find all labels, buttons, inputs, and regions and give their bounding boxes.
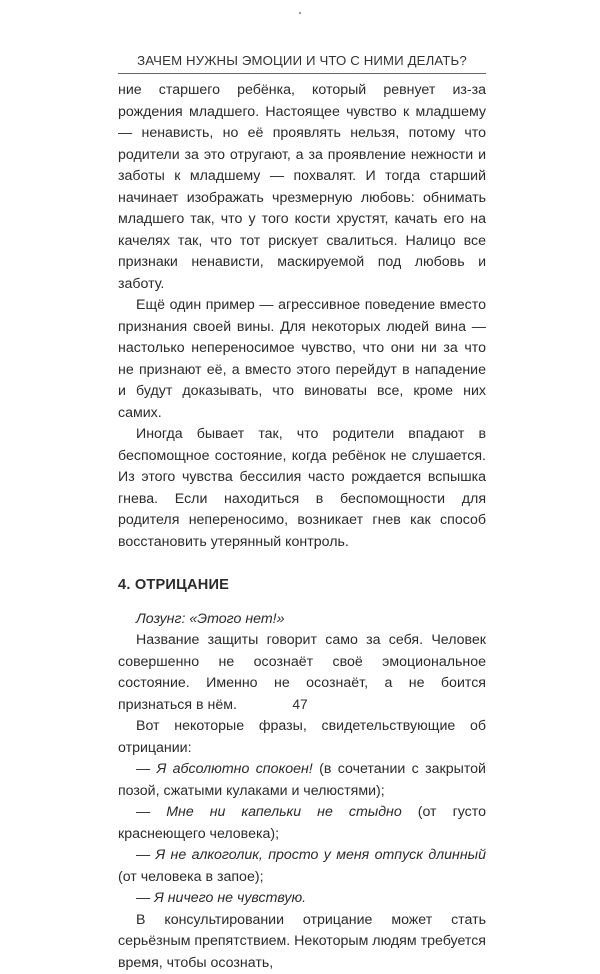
example-item — [118, 759, 486, 802]
example-comment: (от густо краснеющего человека); — [118, 804, 486, 842]
paragraph-5: Вот некоторые фразы, свидетельствующие об отрицании: — [118, 716, 486, 759]
example-dash: — — [136, 761, 157, 777]
paragraph-3: Иногда бывает так, что родители впадают в беспомощное состояние, когда ребёнок не слушается. Из этого чувства бессилия часто рождается вспышка гнева. Если находиться в беспомощности для родителя непереносимо, возникает гнев как способ восстановить утерянный контроль. — [118, 424, 486, 553]
example-dash: — — [136, 847, 156, 863]
page-number: 47 — [0, 697, 600, 712]
paragraph-4: Название защиты говорит само за себя. Человек совершенно не осознаёт своё эмоциональное состояние. Именно не осознаёт, а не боится признаться в нём. — [118, 630, 486, 716]
paragraph-2: Ещё один пример — агрессивное поведение вместо признания своей вины. Для некоторых людей вина — настолько непереносимое чувство, что они ни за что не признают её, а вместо этого перейдут в нападение и будут доказывать, что виноваты все, кроме них самих. — [118, 295, 486, 424]
paragraph-1: ние старшего ребёнка, который ревнует из-за рождения младшего. Настоящее чувство к младшему — ненависть, но её проявлять нельзя, потому что родители за это отругают, а за проявление нежности и заботы к младшему — похвалят. И тогда старший начинает изображать чрезмерную любовь: обнимать младшего так, что у того кости хрустят, качать его на качелях так, что тот рискует свалиться. Налицо все признаки ненависти, маскируемой под любовь и заботу. — [118, 80, 486, 295]
example-phrase: Я абсолютно спокоен! — [157, 761, 313, 777]
running-header: ЗАЧЕМ НУЖНЫ ЭМОЦИИ И ЧТО С НИМИ ДЕЛАТЬ? — [118, 53, 486, 68]
example-item — [118, 888, 486, 910]
example-comment: (в сочетании с закрытой позой, сжатыми кулаками и челюстями); — [118, 761, 486, 799]
example-dash: — — [136, 890, 154, 906]
text-column — [118, 80, 486, 974]
slogan: Лозунг: «Этого нет!» — [118, 609, 486, 631]
section-heading: 4. ОТРИЦАНИЕ — [118, 575, 486, 597]
example-phrase: Я не алкоголик, просто у меня отпуск длинный — [156, 847, 486, 863]
page-top-mark — [299, 12, 301, 14]
example-item — [118, 845, 486, 888]
paragraph-6: В консультировании отрицание может стать серьёзным препятствием. Некоторым людям требуется время, чтобы осознать, — [118, 910, 486, 974]
example-phrase: Я ничего не чувствую. — [154, 890, 306, 906]
example-comment: (от человека в запое); — [118, 869, 264, 885]
header-rule — [118, 73, 486, 74]
example-phrase: Мне ни капельки не стыдно — [166, 804, 402, 820]
example-item — [118, 802, 486, 845]
example-dash: — — [136, 804, 166, 820]
